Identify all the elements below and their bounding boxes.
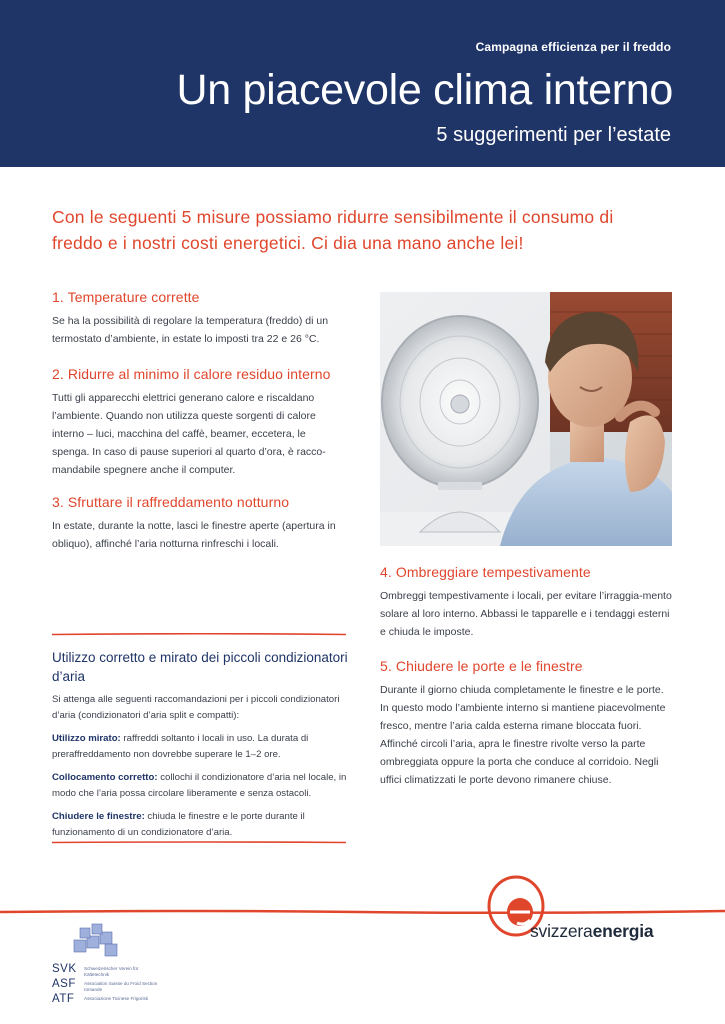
abbr-svk: SVK (52, 963, 77, 975)
aircon-item (52, 770, 352, 802)
aircon-item-label: Collocamento corretto: (52, 772, 158, 783)
aircon-section (52, 648, 352, 848)
tip-title: 1. Temperature corrette (52, 289, 200, 305)
aircon-title: Utilizzo corretto e mirato dei piccoli condizionatori d’aria (52, 650, 348, 684)
intro-text: Con le seguenti 5 misure possiamo ridurre sensibilmente il consumo di freddo e i nostri costi energetici. Ci dia una mano anche lei! (52, 207, 614, 253)
aircon-item-label: Utilizzo mirato: (52, 733, 121, 744)
aircon-item-text: chiuda le finestre e le porte durante il funzionamento di un condizionatore d’aria. (52, 811, 305, 838)
aircon-item (52, 809, 352, 841)
aircon-item-text: collochi il condizionatore d’aria nel locale, in modo che l’aria possa circolare liberamente e senza ostacoli. (52, 772, 347, 799)
header-band (0, 0, 725, 167)
association-name-svk: Schweizerischer Verein für Kältetechnik (84, 966, 139, 977)
tip-text: Durante il giorno chiuda completamente le finestre e le porte. In questo modo l’ambiente interno si mantiene piacevolmente fresco, mentre l’aria calda esterna rimane bloccata fuori. Affinché circoli l’aria, apra le finestre rivolte verso la parte ombreggiata oppure la porta che conduce al corridoio. Negli uffici climatizzati le porte devono rimanere chiuse. (380, 684, 666, 786)
tip-title: 5. Chiudere le porte e le finestre (380, 658, 583, 674)
aircon-item-label: Chiudere le finestre: (52, 811, 145, 822)
abbr-atf: ATF (52, 993, 75, 1005)
page-title: Un piacevole clima interno (176, 66, 673, 114)
tip-title: 4. Ombreggiare tempestivamente (380, 564, 591, 580)
aircon-item (52, 731, 352, 763)
man-with-fan-photo (380, 292, 672, 546)
tip-text: Tutti gli apparecchi elettrici generano calore e riscaldano l’ambiente. Quando non utilizza queste sorgenti di calore interno – luci, macchina del caffè, beamer, eccetera, le spenga. In caso di pause superiori al quarto d’ora, è racco-mandabile spegnere anche il computer. (52, 392, 326, 476)
footer-line (0, 905, 725, 917)
tip-text: Se ha la possibilità di regolare la temperatura (freddo) di un termostato d’ambiente, in estate lo imposti tra 22 e 26 °C. (52, 315, 329, 345)
abbr-asf: ASF (52, 978, 76, 990)
tip-1 (52, 289, 352, 348)
aircon-item-text: raffreddi soltanto i locali in uso. La durata di preraffreddamento non dovrebbe superare le 1–2 ore. (52, 733, 309, 760)
association-name-atf: Associazione Ticinese Frigoristi (84, 996, 149, 1002)
tip-text: In estate, durante la notte, lasci le finestre aperte (apertura in obliquo), affinché l’aria notturna rinfreschi i locali. (52, 520, 336, 550)
association-abbr (52, 962, 77, 1007)
brand-name-part2: energia (592, 921, 654, 941)
brand-name-part1: svizzera (530, 921, 593, 941)
tip-title: 2. Ridurre al minimo il calore residuo interno (52, 366, 331, 382)
tip-title: 3. Sfruttare il raffreddamento notturno (52, 494, 290, 510)
tip-text: Ombreggi tempestivamente i locali, per evitare l’irraggia-mento solare al loro interno. Abbassi le tapparelle e i tendaggi esterni e chiuda le imposte. (380, 590, 672, 638)
association-cubes-icon (70, 922, 122, 960)
aircon-intro: Si attenga alle seguenti raccomandazioni per i piccoli condizionatori d’aria (condizionatori d’aria split e compatti): (52, 694, 340, 721)
divider-top (52, 633, 346, 636)
tip-3 (52, 494, 348, 553)
tip-5 (380, 658, 672, 789)
photo-illustration (380, 292, 672, 546)
association-names (84, 966, 164, 1006)
page-subtitle: 5 suggerimenti per l’estate (436, 124, 671, 146)
campaign-label: Campagna efficienza per il freddo (475, 40, 671, 54)
brand-name (530, 921, 653, 942)
tip-2 (52, 366, 342, 479)
association-name-asf: Association Suisse du Froid Section romande (84, 981, 158, 992)
tip-4 (380, 564, 672, 641)
